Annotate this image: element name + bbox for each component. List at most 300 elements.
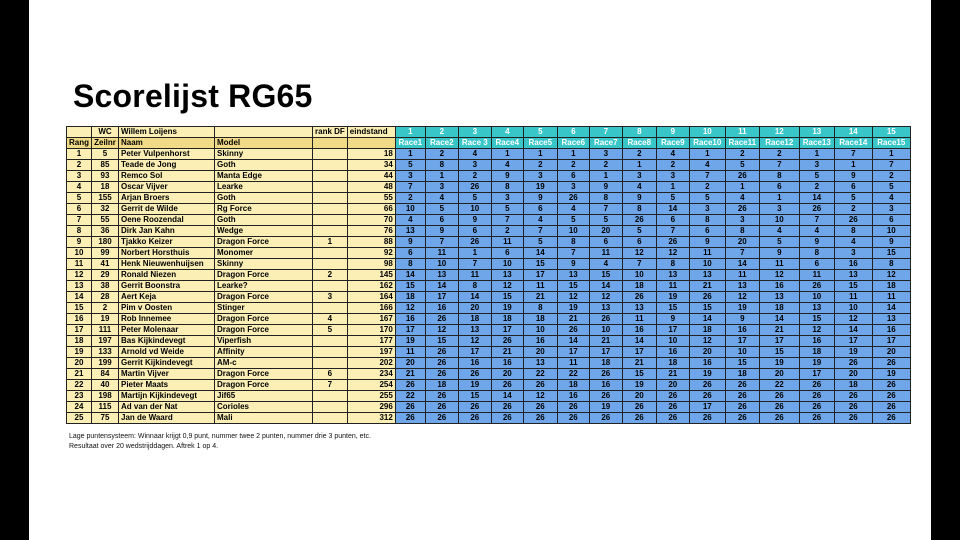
race-score-cell: 14 (656, 204, 689, 215)
race-score-cell: 7 (799, 215, 834, 226)
race-score-cell: 16 (589, 380, 622, 391)
race-score-cell: 20 (523, 347, 557, 358)
race-score-cell: 7 (689, 171, 725, 182)
race-score-cell: 26 (656, 402, 689, 413)
model-cell: Learke? (215, 281, 313, 292)
race-score-cell: 26 (799, 281, 834, 292)
race-label-header: Race 3 (458, 138, 491, 149)
rank-df-cell (313, 336, 348, 347)
race-score-cell: 12 (557, 292, 589, 303)
race-number-header: 2 (425, 127, 458, 138)
race-label-header: Race6 (557, 138, 589, 149)
race-score-cell: 21 (589, 336, 622, 347)
final-score-cell: 44 (347, 171, 395, 182)
model-cell: Viperfish (215, 336, 313, 347)
race-score-cell: 13 (656, 270, 689, 281)
race-score-cell: 26 (725, 413, 759, 424)
final-score-cell: 66 (347, 204, 395, 215)
race-score-cell: 5 (656, 193, 689, 204)
table-row (67, 380, 911, 391)
race-score-cell: 11 (589, 248, 622, 259)
sail-number-cell: 198 (92, 391, 119, 402)
sail-number-cell: 5 (92, 149, 119, 160)
race-score-cell: 9 (656, 314, 689, 325)
race-score-cell: 5 (872, 182, 910, 193)
race-score-cell: 7 (872, 160, 910, 171)
race-score-cell: 8 (458, 281, 491, 292)
name-cell: Oscar Vijver (119, 182, 215, 193)
race-score-cell: 11 (656, 281, 689, 292)
name-cell: Norbert Horsthuis (119, 248, 215, 259)
header-wc: WC (92, 127, 119, 138)
rank-df-cell: 1 (313, 237, 348, 248)
table-row (67, 391, 911, 402)
race-score-cell: 7 (458, 259, 491, 270)
race-score-cell: 6 (425, 215, 458, 226)
race-score-cell: 19 (759, 358, 799, 369)
race-score-cell: 17 (834, 336, 872, 347)
race-score-cell: 18 (689, 325, 725, 336)
race-label-header: Race9 (656, 138, 689, 149)
race-label-header: Race13 (799, 138, 834, 149)
race-score-cell: 20 (725, 237, 759, 248)
race-score-cell: 19 (395, 336, 425, 347)
race-label-header: Race12 (759, 138, 799, 149)
race-score-cell: 22 (523, 369, 557, 380)
race-score-cell: 5 (689, 193, 725, 204)
sail-number-cell: 75 (92, 413, 119, 424)
race-score-cell: 6 (834, 182, 872, 193)
race-score-cell: 14 (799, 193, 834, 204)
sail-number-cell: 40 (92, 380, 119, 391)
race-score-cell: 1 (656, 182, 689, 193)
race-score-cell: 15 (725, 358, 759, 369)
race-score-cell: 12 (622, 248, 656, 259)
race-score-cell: 19 (589, 402, 622, 413)
race-score-cell: 20 (834, 369, 872, 380)
rank-df-cell (313, 391, 348, 402)
race-score-cell: 3 (458, 160, 491, 171)
race-score-cell: 17 (622, 347, 656, 358)
race-score-cell: 19 (689, 369, 725, 380)
header-rank-df: rank DF (313, 127, 348, 138)
race-number-header: 13 (799, 127, 834, 138)
header-eindstand: eindstand (347, 127, 395, 138)
model-cell: Stinger (215, 303, 313, 314)
final-score-cell: 296 (347, 402, 395, 413)
model-cell: Skinny (215, 259, 313, 270)
sail-number-cell: 36 (92, 226, 119, 237)
race-score-cell: 15 (395, 281, 425, 292)
race-score-cell: 20 (589, 226, 622, 237)
final-score-cell: 76 (347, 226, 395, 237)
race-score-cell: 2 (689, 182, 725, 193)
sail-number-cell: 19 (92, 314, 119, 325)
race-score-cell: 16 (523, 336, 557, 347)
name-cell: Rob Innemee (119, 314, 215, 325)
race-score-cell: 18 (523, 314, 557, 325)
name-cell: Peter Vulpenhorst (119, 149, 215, 160)
model-cell: Dragon Force (215, 270, 313, 281)
race-score-cell: 4 (395, 215, 425, 226)
race-score-cell: 11 (523, 281, 557, 292)
race-score-cell: 7 (759, 160, 799, 171)
race-number-header: 1 (395, 127, 425, 138)
race-score-cell: 3 (689, 204, 725, 215)
race-score-cell: 26 (395, 380, 425, 391)
race-score-cell: 1 (395, 149, 425, 160)
race-score-cell: 26 (872, 413, 910, 424)
model-cell: Jif65 (215, 391, 313, 402)
race-score-cell: 12 (458, 336, 491, 347)
race-score-cell: 18 (759, 303, 799, 314)
race-score-cell: 22 (759, 380, 799, 391)
rang-cell: 11 (67, 259, 92, 270)
rang-cell: 9 (67, 237, 92, 248)
race-score-cell: 4 (725, 193, 759, 204)
name-cell: Henk Nieuwenhuijsen (119, 259, 215, 270)
model-cell: Corioles (215, 402, 313, 413)
header-rang: Rang (67, 138, 92, 149)
race-score-cell: 26 (589, 413, 622, 424)
name-cell: Aert Keja (119, 292, 215, 303)
race-score-cell: 19 (622, 380, 656, 391)
race-score-cell: 14 (557, 336, 589, 347)
race-score-cell: 20 (622, 391, 656, 402)
race-score-cell: 17 (799, 369, 834, 380)
race-score-cell: 9 (425, 226, 458, 237)
name-cell: Pim v Oosten (119, 303, 215, 314)
model-cell: Mali (215, 413, 313, 424)
race-label-header: Race15 (872, 138, 910, 149)
race-score-cell: 1 (689, 149, 725, 160)
race-score-cell: 9 (557, 259, 589, 270)
race-score-cell: 14 (725, 259, 759, 270)
race-score-cell: 14 (458, 292, 491, 303)
race-number-header: 5 (523, 127, 557, 138)
race-score-cell: 1 (834, 160, 872, 171)
table-row (67, 193, 911, 204)
rank-df-cell (313, 281, 348, 292)
race-score-cell: 21 (395, 369, 425, 380)
race-score-cell: 20 (395, 358, 425, 369)
race-score-cell: 26 (656, 237, 689, 248)
race-score-cell: 4 (589, 259, 622, 270)
race-score-cell: 19 (725, 303, 759, 314)
rang-cell: 24 (67, 402, 92, 413)
race-score-cell: 26 (425, 369, 458, 380)
name-cell: Arnold vd Weide (119, 347, 215, 358)
rang-cell: 16 (67, 314, 92, 325)
race-score-cell: 2 (656, 160, 689, 171)
race-score-cell: 13 (725, 281, 759, 292)
header-blank (67, 127, 92, 138)
sail-number-cell: 93 (92, 171, 119, 182)
final-score-cell: 55 (347, 193, 395, 204)
rang-cell: 2 (67, 160, 92, 171)
race-score-cell: 10 (622, 270, 656, 281)
race-score-cell: 4 (491, 160, 523, 171)
race-score-cell: 18 (622, 281, 656, 292)
race-score-cell: 20 (491, 369, 523, 380)
race-score-cell: 17 (491, 325, 523, 336)
race-score-cell: 3 (395, 171, 425, 182)
race-score-cell: 16 (872, 325, 910, 336)
race-score-cell: 26 (689, 413, 725, 424)
race-score-cell: 26 (557, 325, 589, 336)
race-score-cell: 9 (491, 171, 523, 182)
rank-df-cell: 7 (313, 380, 348, 391)
race-score-cell: 5 (425, 204, 458, 215)
race-score-cell: 5 (557, 215, 589, 226)
race-score-cell: 19 (458, 380, 491, 391)
race-score-cell: 7 (425, 237, 458, 248)
race-score-cell: 5 (622, 226, 656, 237)
final-score-cell: 170 (347, 325, 395, 336)
race-score-cell: 5 (759, 237, 799, 248)
race-score-cell: 9 (395, 237, 425, 248)
rang-cell: 13 (67, 281, 92, 292)
sail-number-cell: 155 (92, 193, 119, 204)
race-score-cell: 26 (491, 413, 523, 424)
race-score-cell: 26 (689, 292, 725, 303)
race-score-cell: 12 (872, 270, 910, 281)
race-score-cell: 15 (689, 303, 725, 314)
race-score-cell: 14 (523, 248, 557, 259)
rank-df-cell (313, 347, 348, 358)
race-score-cell: 13 (834, 270, 872, 281)
race-score-cell: 10 (725, 347, 759, 358)
race-score-cell: 26 (689, 391, 725, 402)
race-score-cell: 6 (395, 248, 425, 259)
race-score-cell: 26 (491, 336, 523, 347)
final-score-cell: 70 (347, 215, 395, 226)
race-score-cell: 12 (689, 336, 725, 347)
sail-number-cell: 133 (92, 347, 119, 358)
sail-number-cell: 28 (92, 292, 119, 303)
race-score-cell: 26 (834, 413, 872, 424)
race-score-cell: 10 (799, 292, 834, 303)
race-score-cell: 8 (395, 259, 425, 270)
sail-number-cell: 197 (92, 336, 119, 347)
name-cell: Oene Roozendal (119, 215, 215, 226)
rang-cell: 14 (67, 292, 92, 303)
race-number-header: 11 (725, 127, 759, 138)
race-score-cell: 18 (656, 358, 689, 369)
race-score-cell: 8 (557, 237, 589, 248)
rank-df-cell (313, 171, 348, 182)
race-score-cell: 9 (689, 237, 725, 248)
rank-df-cell (313, 182, 348, 193)
race-score-cell: 16 (557, 391, 589, 402)
footnote: Lage puntensysteem: Winnaar krijgt 0,9 punt, nummer twee 2 punten, nummer drie 3 punten, etc. (69, 433, 371, 440)
race-score-cell: 8 (799, 248, 834, 259)
race-score-cell: 10 (425, 259, 458, 270)
race-label-header: Race5 (523, 138, 557, 149)
sail-number-cell: 38 (92, 281, 119, 292)
header-blank (215, 127, 313, 138)
rang-cell: 18 (67, 336, 92, 347)
race-number-header: 12 (759, 127, 799, 138)
race-score-cell: 10 (656, 336, 689, 347)
race-score-cell: 19 (799, 358, 834, 369)
final-score-cell: 312 (347, 413, 395, 424)
race-score-cell: 10 (589, 325, 622, 336)
race-score-cell: 6 (872, 215, 910, 226)
final-score-cell: 202 (347, 358, 395, 369)
race-score-cell: 26 (557, 402, 589, 413)
race-score-cell: 6 (622, 237, 656, 248)
race-score-cell: 14 (872, 303, 910, 314)
race-score-cell: 26 (725, 204, 759, 215)
race-score-cell: 21 (689, 281, 725, 292)
race-score-cell: 13 (689, 270, 725, 281)
race-score-cell: 26 (725, 402, 759, 413)
race-score-cell: 2 (589, 160, 622, 171)
race-score-cell: 8 (872, 259, 910, 270)
table-row (67, 369, 911, 380)
race-score-cell: 3 (799, 160, 834, 171)
final-score-cell: 18 (347, 149, 395, 160)
race-score-cell: 26 (589, 314, 622, 325)
race-score-cell: 26 (425, 314, 458, 325)
race-score-cell: 18 (799, 347, 834, 358)
race-score-cell: 13 (799, 303, 834, 314)
model-cell: Dragon Force (215, 325, 313, 336)
rang-cell: 23 (67, 391, 92, 402)
race-score-cell: 26 (725, 391, 759, 402)
rang-cell: 21 (67, 369, 92, 380)
model-cell: Dragon Force (215, 369, 313, 380)
race-score-cell: 26 (491, 402, 523, 413)
race-label-header: Race7 (589, 138, 622, 149)
rang-cell: 12 (67, 270, 92, 281)
race-score-cell: 12 (523, 391, 557, 402)
race-score-cell: 15 (589, 270, 622, 281)
race-score-cell: 26 (622, 215, 656, 226)
race-score-cell: 1 (622, 160, 656, 171)
race-score-cell: 26 (622, 292, 656, 303)
rank-df-cell (313, 259, 348, 270)
name-cell: Gerrit Kijkindevegt (119, 358, 215, 369)
race-score-cell: 14 (491, 391, 523, 402)
table-row (67, 248, 911, 259)
race-score-cell: 17 (872, 336, 910, 347)
race-score-cell: 12 (425, 325, 458, 336)
race-score-cell: 9 (523, 193, 557, 204)
race-score-cell: 4 (425, 193, 458, 204)
race-label-header: Race14 (834, 138, 872, 149)
model-cell: Dragon Force (215, 314, 313, 325)
race-score-cell: 26 (425, 347, 458, 358)
sail-number-cell: 55 (92, 215, 119, 226)
race-score-cell: 26 (425, 391, 458, 402)
race-score-cell: 10 (689, 259, 725, 270)
race-score-cell: 26 (834, 402, 872, 413)
sail-number-cell: 111 (92, 325, 119, 336)
race-score-cell: 20 (458, 303, 491, 314)
race-score-cell: 13 (759, 292, 799, 303)
race-score-cell: 11 (872, 292, 910, 303)
race-score-cell: 15 (458, 391, 491, 402)
race-score-cell: 6 (557, 171, 589, 182)
race-score-cell: 18 (589, 358, 622, 369)
race-score-cell: 26 (395, 413, 425, 424)
race-score-cell: 7 (622, 259, 656, 270)
race-score-cell: 3 (872, 204, 910, 215)
race-score-cell: 12 (491, 281, 523, 292)
rang-cell: 19 (67, 347, 92, 358)
final-score-cell: 98 (347, 259, 395, 270)
race-score-cell: 26 (759, 413, 799, 424)
race-label-header: Race1 (395, 138, 425, 149)
race-number-header: 14 (834, 127, 872, 138)
race-score-cell: 8 (656, 259, 689, 270)
race-score-cell: 5 (523, 237, 557, 248)
race-score-cell: 16 (491, 358, 523, 369)
race-score-cell: 5 (458, 193, 491, 204)
table-row (67, 160, 911, 171)
race-score-cell: 1 (557, 149, 589, 160)
race-score-cell: 1 (725, 182, 759, 193)
table-row (67, 204, 911, 215)
race-score-cell: 18 (395, 292, 425, 303)
race-score-cell: 26 (458, 402, 491, 413)
rank-df-cell (313, 226, 348, 237)
final-score-cell: 254 (347, 380, 395, 391)
race-score-cell: 5 (725, 160, 759, 171)
score-table (66, 126, 911, 424)
race-score-cell: 5 (395, 160, 425, 171)
race-score-cell: 18 (872, 281, 910, 292)
race-score-cell: 21 (523, 292, 557, 303)
race-score-cell: 12 (395, 303, 425, 314)
race-score-cell: 12 (725, 292, 759, 303)
name-cell: Martijn Kijkindevegt (119, 391, 215, 402)
name-cell: Peter Molenaar (119, 325, 215, 336)
race-score-cell: 6 (491, 248, 523, 259)
race-score-cell: 8 (725, 226, 759, 237)
race-score-cell: 12 (834, 314, 872, 325)
final-score-cell: 34 (347, 160, 395, 171)
name-cell: Bas Kijkindevegt (119, 336, 215, 347)
race-score-cell: 26 (523, 380, 557, 391)
race-score-cell: 17 (395, 325, 425, 336)
model-cell: Skinny (215, 149, 313, 160)
model-cell: Manta Edge (215, 171, 313, 182)
race-score-cell: 26 (872, 391, 910, 402)
rang-cell: 8 (67, 226, 92, 237)
race-score-cell: 13 (425, 270, 458, 281)
race-score-cell: 12 (759, 270, 799, 281)
race-score-cell: 4 (557, 204, 589, 215)
race-score-cell: 7 (491, 215, 523, 226)
race-number-header: 6 (557, 127, 589, 138)
race-score-cell: 26 (458, 369, 491, 380)
final-score-cell: 177 (347, 336, 395, 347)
race-score-cell: 1 (799, 149, 834, 160)
race-score-cell: 4 (523, 215, 557, 226)
race-score-cell: 14 (395, 270, 425, 281)
race-label-header: Race11 (725, 138, 759, 149)
race-score-cell: 26 (759, 402, 799, 413)
sail-number-cell: 99 (92, 248, 119, 259)
race-score-cell: 9 (834, 171, 872, 182)
race-score-cell: 26 (872, 380, 910, 391)
race-score-cell: 26 (491, 380, 523, 391)
race-score-cell: 1 (458, 248, 491, 259)
race-score-cell: 17 (656, 325, 689, 336)
